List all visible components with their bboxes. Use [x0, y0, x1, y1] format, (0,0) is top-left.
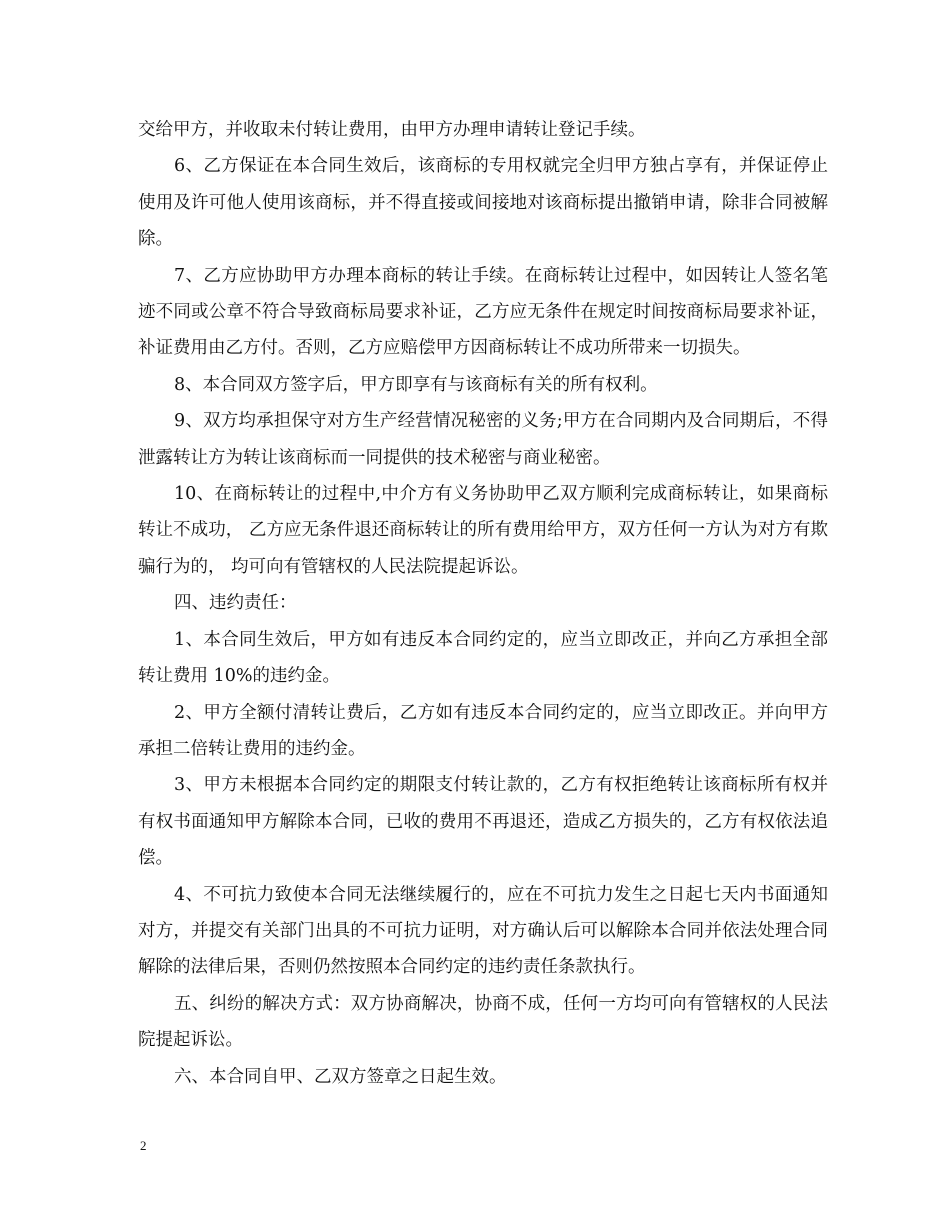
breach-clause-4: 4、不可抗力致使本合同无法继续履行的，应在不可抗力发生之日起七天内书面通知对方，并提交有关部门出具的不可抗力证明，对方确认后可以解除本合同并依法处理合同解除的法律后果，否则仍然按照本合同约定的违约责任条款执行。: [138, 884, 828, 978]
clause-6: 6、乙方保证在本合同生效后，该商标的专用权就完全归甲方独占享有，并保证停止使用及许可他人使用该商标，并不得直接或间接地对该商标提出撤销申请，除非合同被解除。: [138, 156, 828, 250]
clause-8: 8、本合同双方签字后，甲方即享有与该商标有关的所有权利。: [174, 374, 658, 395]
paragraph-continuation: 交给甲方，并收取未付转让费用，由甲方办理申请转让登记手续。: [138, 120, 646, 140]
breach-clause-3: 3、甲方未根据本合同约定的期限支付转让款的，乙方有权拒绝转让该商标所有权并有权书面通知甲方解除本合同，已收的费用不再退还，造成乙方损失的，乙方有权依法追偿。: [138, 775, 828, 869]
section-heading-breach-liability: 四、违约责任：: [174, 593, 297, 614]
section-dispute-resolution: 五、纠纷的解决方式：双方协商解决，协商不成，任何一方均可向有管辖权的人民法院提起诉讼。: [138, 993, 828, 1051]
breach-clause-1: 1、本合同生效后，甲方如有违反本合同约定的，应当立即改正，并向乙方承担全部转让费用 10%的违约金。: [138, 629, 828, 687]
clause-7: 7、乙方应协助甲方办理本商标的转让手续。在商标转让过程中，如因转让人签名笔迹不同或公章不符合导致商标局要求补证，乙方应无条件在规定时间按商标局要求补证，补证费用由乙方付。否则，乙方应赔偿甲方因商标转让不成功所带来一切损失。: [138, 265, 828, 359]
breach-clause-2: 2、甲方全额付清转让费后，乙方如有违反本合同约定的，应当立即改正。并向甲方承担二倍转让费用的违约金。: [138, 702, 828, 759]
clause-10: 10、在商标转让的过程中,中介方有义务协助甲乙双方顺利完成商标转让，如果商标转让不成功， 乙方应无条件退还商标转让的所有费用给甲方，双方任何一方认为对方有欺骗行为的， 均可向有管辖权的人民法院提起诉讼。: [138, 484, 828, 577]
document-body: [138, 112, 828, 1095]
page-number: 2: [140, 1138, 147, 1153]
section-effective-date: 六、本合同自甲、乙双方签章之日起生效。: [174, 1066, 507, 1087]
clause-9: 9、双方均承担保守对方生产经营情况秘密的义务;甲方在合同期内及合同期后，不得泄露转让方为转让该商标而一同提供的技术秘密与商业秘密。: [138, 411, 828, 468]
